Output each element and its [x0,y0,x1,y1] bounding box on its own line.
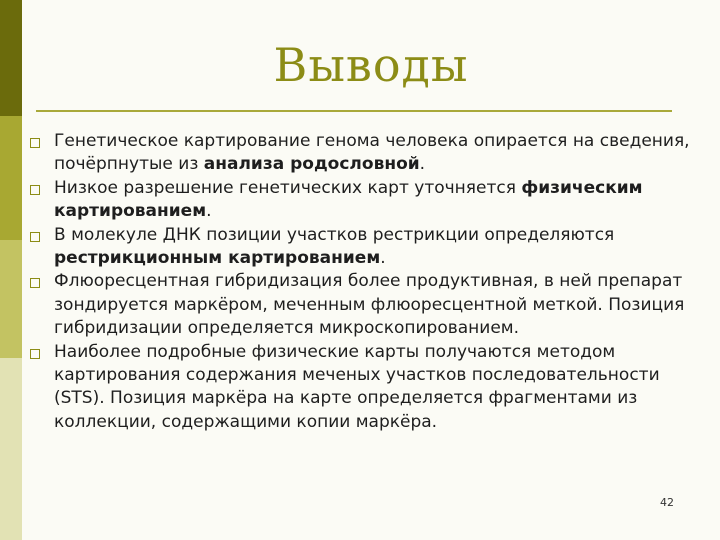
sidebar-band [0,116,22,240]
item-text-end: . [206,201,212,222]
item-bold-text: физическим картированием [54,177,643,222]
slide-title: Выводы [273,38,469,92]
item-text: В молекуле ДНК позиции участков рестрикции определяются [54,224,615,245]
sidebar-band [0,0,22,116]
item-text: Наиболее подробные физические карты получаются методом картирования содержания меченых участков последовательности (STS). Позиция маркёра на карте определяется фрагментами из коллекции, содержащими копии маркёра. [54,341,660,432]
sidebar-band [0,358,22,540]
list-item [30,341,710,435]
item-text-end: . [419,154,426,175]
item-text: Флюоресцентная гибридизация более продуктивная, в ней препарат зондируется маркёром, меченным флюоресцентной меткой. Позиция гибридизации определяется микроскопированием. [54,271,685,339]
list-item [30,177,710,224]
bullet-list [30,130,710,434]
list-item [30,224,710,271]
item-bold-text: анализа родословной [203,154,420,175]
square-bullet-icon [30,185,40,195]
item-text-end: . [380,248,386,269]
list-item [30,130,710,177]
item-text: Генетическое картирование генома человека опирается на сведения, почёрпнутые из [54,131,690,175]
square-bullet-icon [30,232,40,242]
square-bullet-icon [30,349,40,359]
square-bullet-icon [30,278,40,288]
item-text: Низкое разрешение генетических карт уточняется [54,177,522,198]
title-divider [36,110,672,112]
decorative-sidebar [0,0,22,540]
square-bullet-icon [30,138,40,148]
list-item [30,270,710,340]
page-number: 42 [660,496,674,509]
item-bold-text: рестрикционным картированием [54,248,381,269]
sidebar-band [0,240,22,358]
